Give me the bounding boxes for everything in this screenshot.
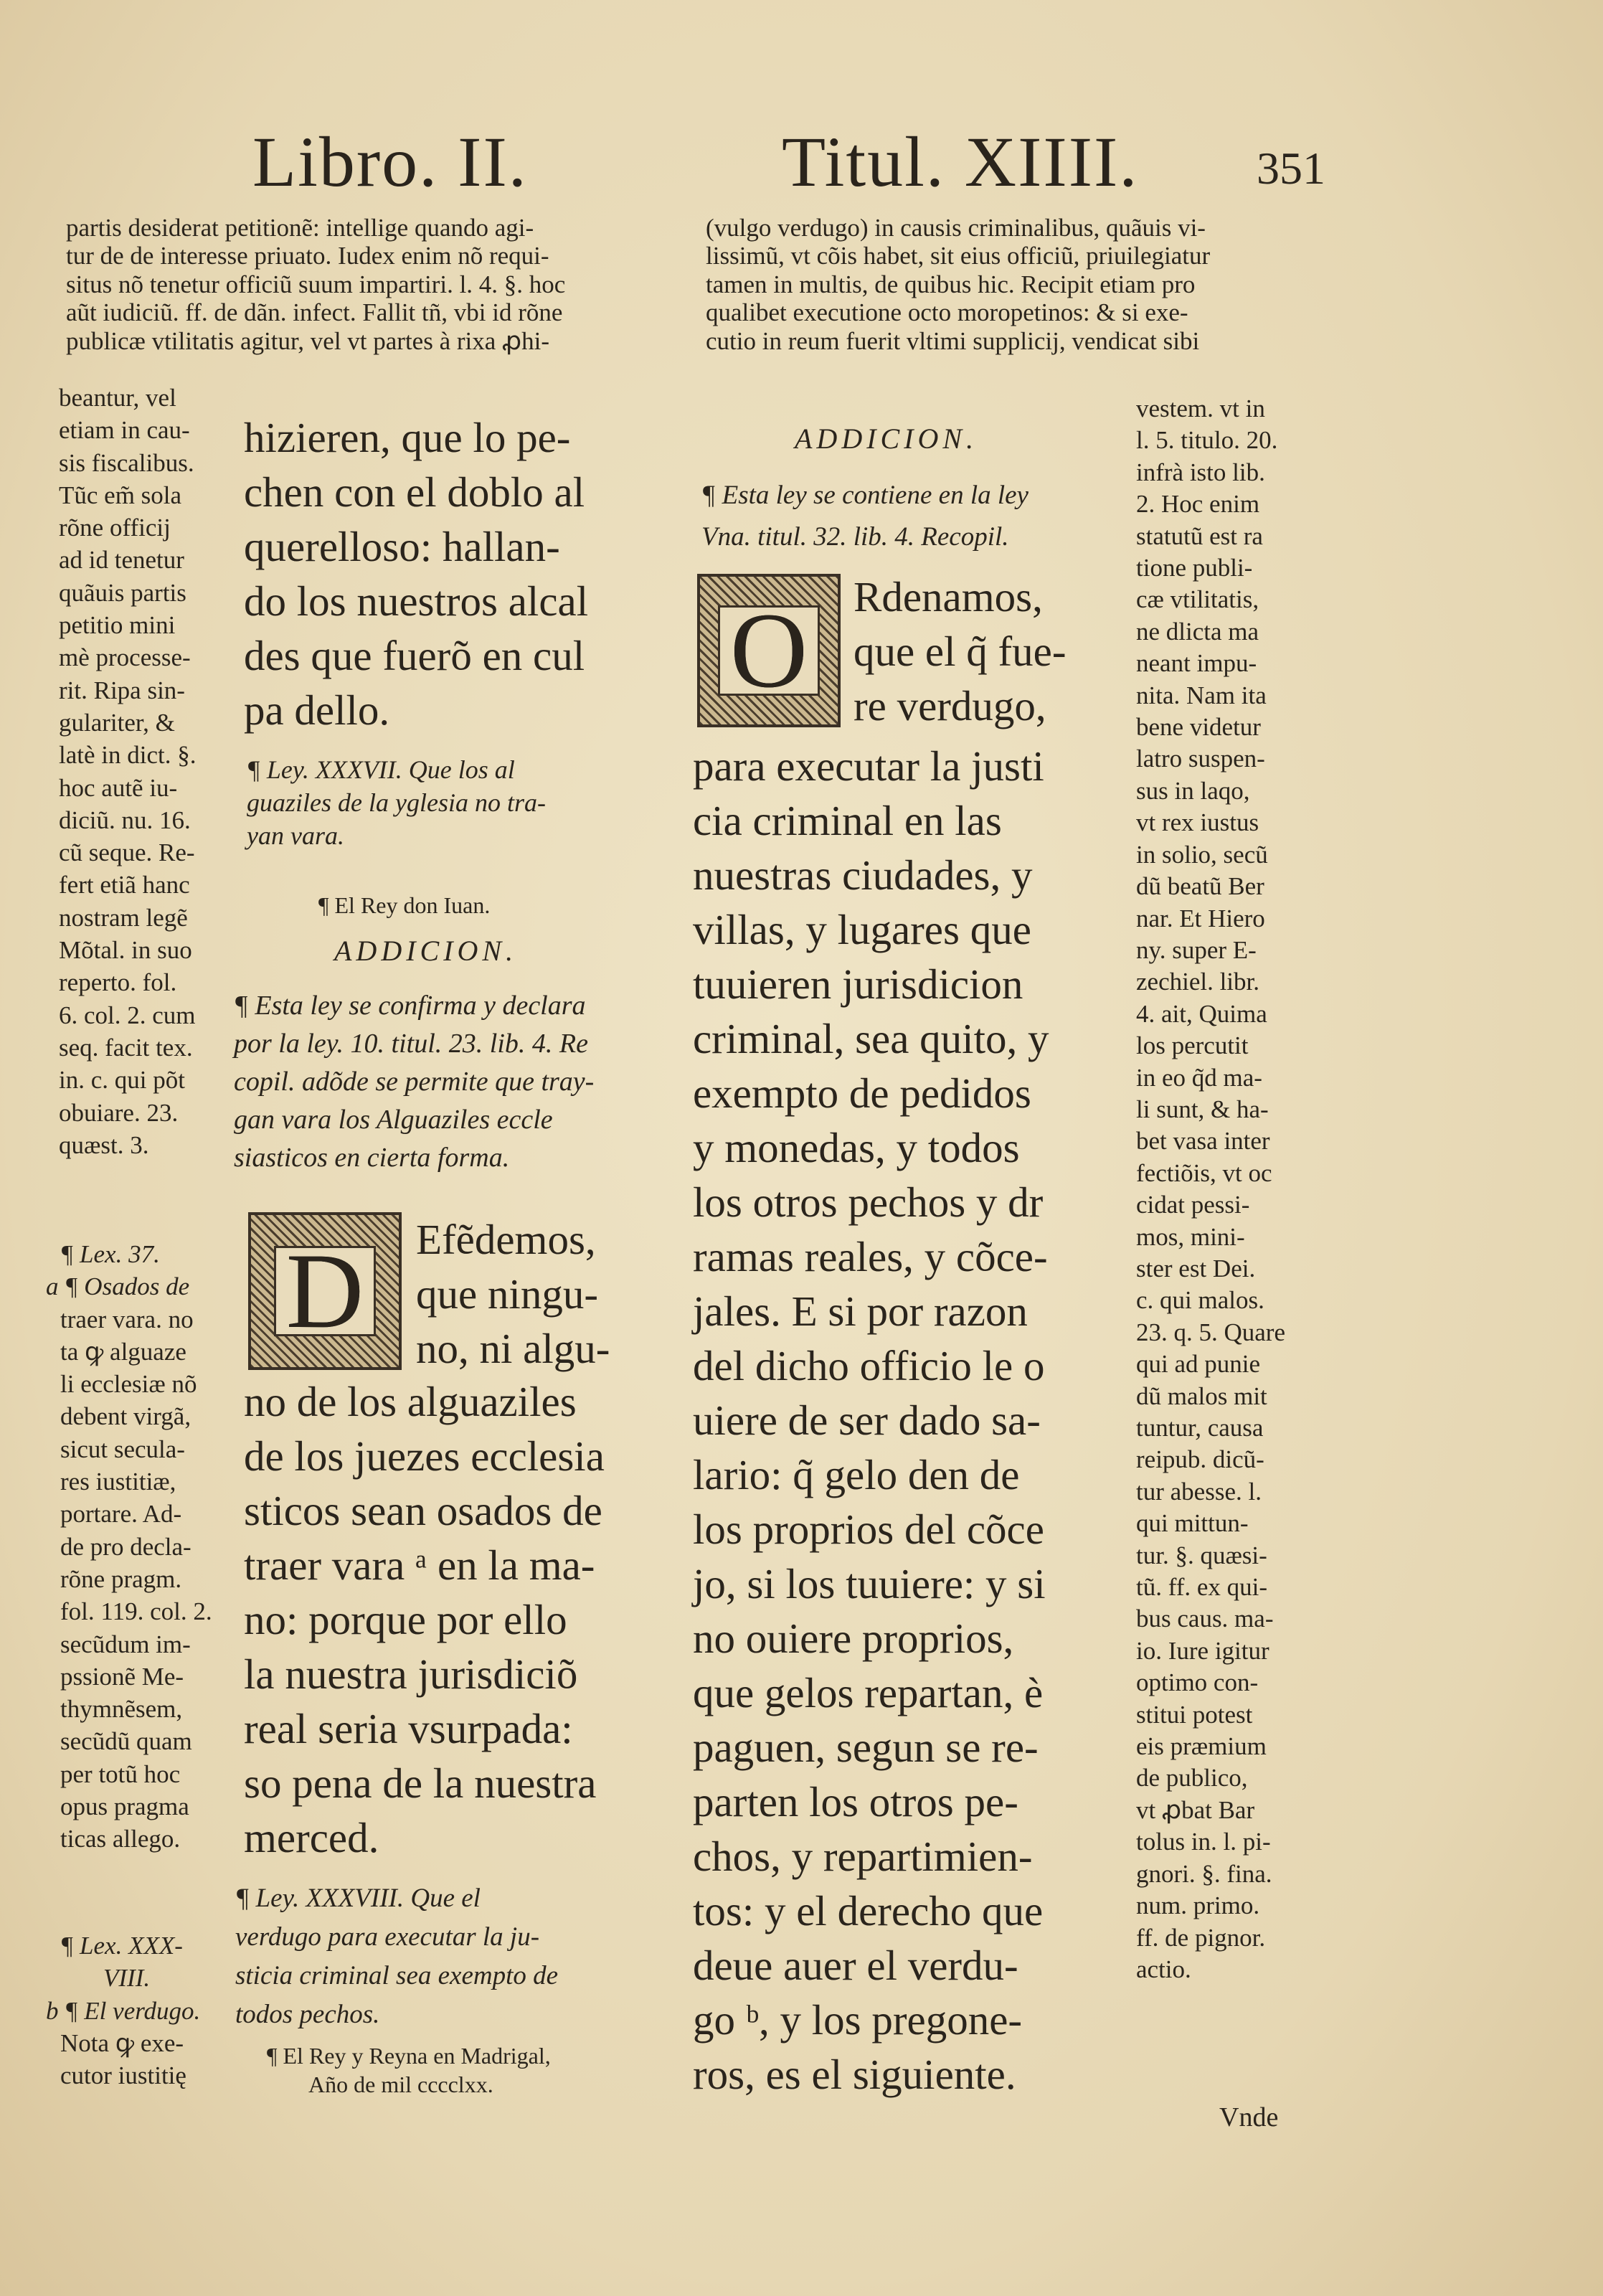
text-line: lario: q̃ gelo den de (693, 1451, 1020, 1498)
gloss-line: vestem. vt in (1136, 395, 1265, 422)
addicion-heading-2: ADDICION. (795, 422, 978, 455)
ley37-heading (247, 753, 546, 852)
text-line: no de los alguaziles (244, 1378, 577, 1425)
text-line: la nuestra jurisdiciõ (244, 1650, 578, 1698)
gloss-line: mè processe- (59, 643, 191, 672)
gloss-line: nar. Et Hiero (1136, 904, 1265, 932)
gloss-line: situs nõ tenetur officiũ suum impartiri. l. 4. §. hoc (66, 270, 566, 298)
ley37-king: ¶ El Rey don Iuan. (318, 892, 491, 918)
text-line: des que fuerõ en cul (244, 632, 585, 679)
gloss-line: ny. super E- (1136, 935, 1257, 964)
gloss-line: 6. col. 2. cum (59, 1001, 196, 1029)
gloss-line: a ¶ Osados de (46, 1272, 190, 1301)
gloss-line: mos, mini- (1136, 1222, 1245, 1251)
gloss-line: thymnẽsem, (60, 1695, 183, 1724)
text-line: exempto de pedidos (693, 1069, 1031, 1117)
gloss-line: etiam in cau- (59, 416, 190, 445)
gloss-line: de publico, (1136, 1764, 1248, 1792)
gloss-line: c. qui malos. (1136, 1286, 1264, 1315)
rubric-line: verdugo para executar la ju- (235, 1922, 540, 1952)
rubric-line: todos pechos. (235, 2000, 380, 2029)
running-head-book: Libro. II. (252, 122, 528, 202)
text-line: ros, es el siguiente. (693, 2051, 1016, 2098)
addicion-line: ¶ Esta ley se confirma y declara (234, 991, 586, 1021)
column-a-continuation (244, 410, 667, 737)
column-a-law-initial (416, 1212, 674, 1376)
gloss-line: tũ. ff. ex qui- (1136, 1573, 1268, 1602)
gloss-line: tur abesse. l. (1136, 1477, 1262, 1506)
gloss-line: reperto. fol. (59, 968, 177, 997)
addicion1-text (234, 987, 594, 1177)
addicion-line: Vna. titul. 32. lib. 4. Recopil. (701, 522, 1009, 552)
gloss-line: ticas allego. (60, 1825, 181, 1853)
decorated-initial-o (697, 574, 841, 727)
gloss-line: pssionẽ Me- (60, 1662, 184, 1691)
text-line: criminal, sea quito, y (693, 1015, 1049, 1062)
text-line: Efẽdemos, (416, 1216, 596, 1263)
gloss-line: actio. (1136, 1955, 1191, 1983)
gloss-line: fert etiã hanc (59, 871, 190, 899)
gloss-line: tolus in. l. pi- (1136, 1828, 1271, 1856)
gloss-line: petitio mini (59, 611, 176, 640)
text-line: del dicho officio le o (693, 1342, 1045, 1389)
gloss-line: bus caus. ma- (1136, 1605, 1274, 1633)
text-line: merced. (244, 1814, 379, 1861)
text-line: chen con el doblo al (244, 468, 585, 516)
gloss-line: dũ malos mit (1136, 1381, 1267, 1410)
addicion-line: copil. adõde se permite que tray- (234, 1067, 595, 1097)
addicion-line: siasticos en cierta forma. (234, 1143, 510, 1173)
gloss-line: Nota ꝙ exe- (60, 2028, 184, 2057)
gloss-line: stitui potest (1136, 1700, 1253, 1729)
gloss-line: secũdum im- (60, 1630, 191, 1658)
gloss-line: io. Iure igitur (1136, 1636, 1269, 1665)
gloss-line: opus pragma (60, 1792, 189, 1821)
gloss-line: nita. Nam ita (1136, 681, 1267, 709)
text-line: re verdugo, (853, 682, 1046, 729)
gloss-line: neant impu- (1136, 649, 1257, 678)
gloss-line: in eo q̃d ma- (1136, 1063, 1262, 1092)
gloss-line: fol. 119. col. 2. (60, 1597, 212, 1626)
text-line: jo, si los tuuiere: y si (693, 1560, 1046, 1607)
gloss-line: li ecclesiæ nõ (60, 1370, 197, 1399)
left-margin-gloss-lex38 (46, 1929, 211, 2092)
rubric-line: sticia criminal sea exempto de (235, 1961, 559, 1990)
gloss-line: qualibet executione octo moropetinos: & si exe- (706, 298, 1188, 327)
text-line: deue auer el verdu- (693, 1942, 1018, 1989)
gloss-line: dũ beatũ Ber (1136, 872, 1264, 901)
gloss-line: sis fiscalibus. (59, 448, 194, 477)
text-line: do los nuestros alcal (244, 577, 589, 625)
text-line: que ningu- (416, 1270, 598, 1318)
gloss-line: in solio, secũ (1136, 840, 1268, 869)
gloss-line: 2. Hoc enim (1136, 490, 1260, 519)
gloss-line: b ¶ El verdugo. (46, 1996, 201, 2025)
gloss-line: cutio in reum fuerit vltimi supplicij, vendicat sibi (706, 326, 1200, 355)
left-margin-gloss-lex37 (46, 1238, 211, 1856)
text-line: no ouiere proprios, (693, 1615, 1014, 1662)
gloss-line: rõne officij (59, 514, 171, 542)
gloss-line: ¶ Lex. XXX- (60, 1932, 183, 1960)
text-line: que el q̃ fue- (853, 628, 1067, 675)
text-line: para executar la justi (693, 742, 1044, 790)
gloss-line: diciũ. nu. 16. (59, 806, 191, 834)
decorated-initial-d (248, 1212, 402, 1370)
gloss-line: tuntur, causa (1136, 1414, 1264, 1442)
gloss-line: traer vara. no (60, 1305, 194, 1333)
ley38-king (267, 2041, 551, 2099)
gloss-line: Tũc em̃ sola (59, 481, 182, 509)
gloss-line: cutor iustitię (60, 2061, 186, 2090)
text-line: go ᵇ, y los pregone- (693, 1996, 1023, 2044)
column-b-initial (853, 570, 1126, 733)
addicion-heading: ADDICION. (334, 935, 518, 967)
gloss-line: lissimũ, vt cõis habet, sit eius officiũ, priuilegiatur (706, 242, 1211, 270)
text-line: jales. E si por razon (693, 1288, 1028, 1335)
text-line: so pena de la nuestra (244, 1759, 597, 1807)
column-b-law (693, 739, 1123, 2102)
gloss-line: partis desiderat petitionẽ: intellige quando agi- (66, 214, 534, 242)
text-line: ramas reales, y cõce- (693, 1233, 1048, 1280)
gloss-line: gnori. §. fina. (1136, 1859, 1272, 1888)
text-line: pa dello. (244, 686, 390, 734)
gloss-line: optimo con- (1136, 1668, 1259, 1697)
rubric-line: yan vara. (247, 821, 344, 850)
gloss-line: l. 5. titulo. 20. (1136, 426, 1278, 455)
text-line: villas, y lugares que (693, 906, 1031, 953)
rubric-line: ¶ Ley. XXXVIII. Que el (235, 1884, 481, 1913)
gloss-line: quãuis partis (59, 578, 186, 607)
king-line: ¶ El Rey y Reyna en Madrigal, (267, 2043, 551, 2069)
gloss-line: bet vasa inter (1136, 1127, 1270, 1156)
gloss-line: hoc autẽ iu- (59, 773, 178, 802)
gloss-line: sus in laqo, (1136, 776, 1250, 805)
text-line: parten los otros pe- (693, 1778, 1018, 1825)
catchword: Vnde (1219, 2102, 1279, 2132)
text-line: Rdenamos, (853, 573, 1043, 620)
text-line: que gelos repartan, è (693, 1669, 1044, 1716)
gloss-line: statutũ est ra (1136, 521, 1263, 550)
text-line: sticos sean osados de (244, 1487, 602, 1534)
gloss-line: sicut secula- (60, 1435, 185, 1463)
gloss-line: rit. Ripa sin- (59, 676, 185, 704)
text-line: real seria vsurpada: (244, 1705, 573, 1752)
text-line: no: porque por ello (244, 1596, 567, 1643)
gloss-line: li sunt, & ha- (1136, 1095, 1269, 1123)
rubric-line: ¶ Ley. XXXVII. Que los al (247, 755, 515, 784)
text-line: y monedas, y todos (693, 1124, 1020, 1171)
gloss-line: cũ seque. Re- (59, 838, 195, 867)
gloss-line: quæst. 3. (59, 1130, 149, 1159)
running-head-title: Titul. XIIII. (782, 122, 1139, 202)
gloss-line: latè in dict. §. (59, 741, 197, 770)
addicion-line: gan vara los Alguaziles eccle (234, 1105, 553, 1135)
gloss-line: vt rex iustus (1136, 808, 1259, 837)
gloss-line: seq. facit tex. (59, 1033, 193, 1062)
gloss-line: tione publi- (1136, 554, 1253, 582)
gloss-line: zechiel. libr. (1136, 968, 1260, 996)
gloss-line: gulariter, & (59, 708, 175, 737)
gloss-line: 23. q. 5. Quare (1136, 1318, 1286, 1346)
gloss-line: secũdũ quam (60, 1727, 192, 1756)
right-margin-gloss (1136, 393, 1351, 1985)
addicion-line: por la ley. 10. titul. 23. lib. 4. Re (234, 1029, 588, 1059)
gloss-line: de pro decla- (60, 1532, 191, 1561)
initial-letter: O (718, 605, 820, 696)
top-gloss-right (706, 214, 1337, 355)
gloss-line: ne dlicta ma (1136, 617, 1259, 646)
text-line: nuestras ciudades, y (693, 851, 1033, 899)
king-line: Año de mil cccclxx. (308, 2071, 493, 2097)
ley38-heading (235, 1879, 558, 2034)
gloss-line: infrà isto lib. (1136, 458, 1265, 486)
addicion-line: ¶ Esta ley se contiene en la ley (701, 481, 1029, 510)
column-a-law (244, 1374, 667, 1865)
gloss-line: cæ vtilitatis, (1136, 585, 1259, 614)
rubric-line: guaziles de la yglesia no tra- (247, 788, 546, 817)
gloss-line: ta ꝙ alguaze (60, 1337, 186, 1366)
gloss-line: in. c. qui põt (59, 1066, 185, 1095)
gloss-line: bene videtur (1136, 713, 1261, 742)
gloss-line: latro suspen- (1136, 745, 1265, 773)
gloss-line: qui mittun- (1136, 1509, 1249, 1538)
gloss-line: ster est Dei. (1136, 1254, 1256, 1282)
text-line: uiere de ser dado sa- (693, 1397, 1041, 1444)
text-line: no, ni algu- (416, 1325, 610, 1372)
text-line: cia criminal en las (693, 797, 1002, 844)
left-margin-gloss (59, 382, 209, 1161)
gloss-line: Mõtal. in suo (59, 936, 192, 965)
gloss-line: beantur, vel (59, 384, 176, 412)
gloss-line: portare. Ad- (60, 1500, 182, 1529)
gloss-line: (vulgo verdugo) in causis criminalibus, quãuis vi- (706, 214, 1206, 242)
gloss-line: tur de de interesse priuato. Iudex enim nõ requi- (66, 242, 549, 270)
gloss-line: VIII. (103, 1964, 151, 1993)
gloss-line: ad id tenetur (59, 546, 184, 575)
gloss-line: reipub. dicũ- (1136, 1445, 1264, 1474)
text-line: chos, y repartimien- (693, 1833, 1033, 1880)
text-line: tos: y el derecho que (693, 1887, 1044, 1934)
gloss-line: publicæ vtilitatis agitur, vel vt partes à rixa ꝓhi- (66, 326, 550, 355)
text-line: los otros pechos y dr (693, 1178, 1044, 1226)
gloss-line: per totũ hoc (60, 1759, 181, 1788)
text-line: traer vara ᵃ en la ma- (244, 1541, 595, 1589)
top-gloss-left (66, 214, 661, 355)
gloss-line: res iustitiæ, (60, 1468, 176, 1496)
gloss-line: ¶ Lex. 37. (60, 1240, 160, 1268)
gloss-line: tur. §. quæsi- (1136, 1541, 1267, 1569)
gloss-line: los percutit (1136, 1031, 1249, 1060)
gloss-line: debent virgã, (60, 1402, 191, 1431)
text-line: paguen, segun se re- (693, 1724, 1039, 1771)
folio-number: 351 (1257, 143, 1325, 194)
initial-letter: D (274, 1246, 376, 1336)
gloss-line: qui ad punie (1136, 1350, 1261, 1379)
text-line: los proprios del cõce (693, 1506, 1044, 1553)
gloss-line: aũt iudiciũ. ff. de dãn. infect. Fallit tñ, vbi id rõne (66, 298, 563, 327)
text-line: de los juezes ecclesia (244, 1432, 605, 1480)
text-line: tuuieren jurisdicion (693, 960, 1023, 1008)
text-line: querelloso: hallan- (244, 523, 560, 570)
gloss-line: num. primo. (1136, 1891, 1260, 1920)
gloss-line: vt ꝓbat Bar (1136, 1795, 1255, 1824)
gloss-line: obuiare. 23. (59, 1098, 179, 1127)
text-line: hizieren, que lo pe- (244, 414, 571, 461)
gloss-line: ff. de pignor. (1136, 1923, 1266, 1952)
gloss-line: cidat pessi- (1136, 1191, 1250, 1219)
gloss-line: tamen in multis, de quibus hic. Recipit etiam pro (706, 270, 1196, 298)
addicion2-text (701, 475, 1029, 558)
gloss-line: rõne pragm. (60, 1564, 182, 1593)
gloss-line: fectiõis, vt oc (1136, 1158, 1272, 1187)
gloss-line: eis præmium (1136, 1732, 1267, 1761)
gloss-line: nostram legẽ (59, 903, 188, 932)
gloss-line: 4. ait, Quima (1136, 999, 1267, 1028)
